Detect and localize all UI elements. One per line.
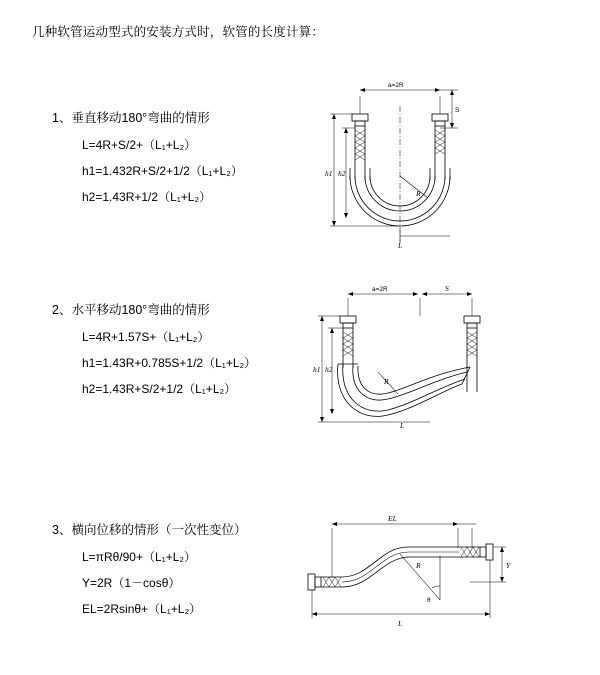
svg-text:h1: h1 <box>325 169 333 178</box>
section-2-title: 2、水平移动180°弯曲的情形 <box>52 303 210 317</box>
svg-text:L: L <box>398 619 403 628</box>
section-2-formula-3: h2=1.43R+S/2+1/2（L₁+L₂） <box>82 382 237 396</box>
page-title: 几种软管运动型式的安装方式时，软管的长度计算： <box>32 25 325 39</box>
svg-text:h1: h1 <box>313 365 321 374</box>
svg-text:EL: EL <box>388 514 397 523</box>
svg-text:h2: h2 <box>338 169 346 178</box>
section-2-formula-2: h1=1.43R+0.785S+1/2（L₁+L₂） <box>82 356 257 370</box>
svg-text:R: R <box>384 377 389 386</box>
section-1-text <box>52 108 312 214</box>
svg-text:R: R <box>416 561 421 570</box>
svg-text:L: L <box>400 421 405 430</box>
section-3-formula-2: Y=2R（1－cosθ） <box>82 576 181 590</box>
section-2-formula-1: L=4R+1.57S+（L₁+L₂） <box>82 330 210 344</box>
section-3-title: 3、横向位移的情形（一次性变位） <box>52 523 247 537</box>
svg-text:S: S <box>445 284 449 293</box>
section-2-text <box>52 300 312 406</box>
vertical-180-bend-diagram <box>300 68 500 278</box>
lateral-offset-diagram <box>290 502 520 642</box>
svg-text:S: S <box>455 107 460 114</box>
section-3-formula-1: L=πRθ/90+（L₁+L₂） <box>82 550 197 564</box>
svg-text:R: R <box>416 189 421 198</box>
svg-text:Y: Y <box>506 561 511 570</box>
section-3-formula-3: EL=2Rsinθ+（L₁+L₂） <box>82 602 202 616</box>
section-1-formula-2: h1=1.432R+S/2+1/2（L₁+L₂） <box>82 164 243 178</box>
horizontal-180-bend-diagram <box>300 272 510 452</box>
section-1-formula-3: h2=1.43R+1/2（L₁+L₂） <box>82 190 212 204</box>
svg-text:a=2R: a=2R <box>372 286 388 293</box>
section-1-title: 1、垂直移动180°弯曲的情形 <box>52 111 210 125</box>
svg-text:h2: h2 <box>325 365 333 374</box>
svg-text:θ: θ <box>427 597 431 604</box>
section-3-text <box>52 520 312 626</box>
svg-text:L: L <box>398 241 403 250</box>
svg-text:a=2R: a=2R <box>388 82 404 89</box>
section-1-formula-1: L=4R+S/2+（L₁+L₂） <box>82 138 197 152</box>
